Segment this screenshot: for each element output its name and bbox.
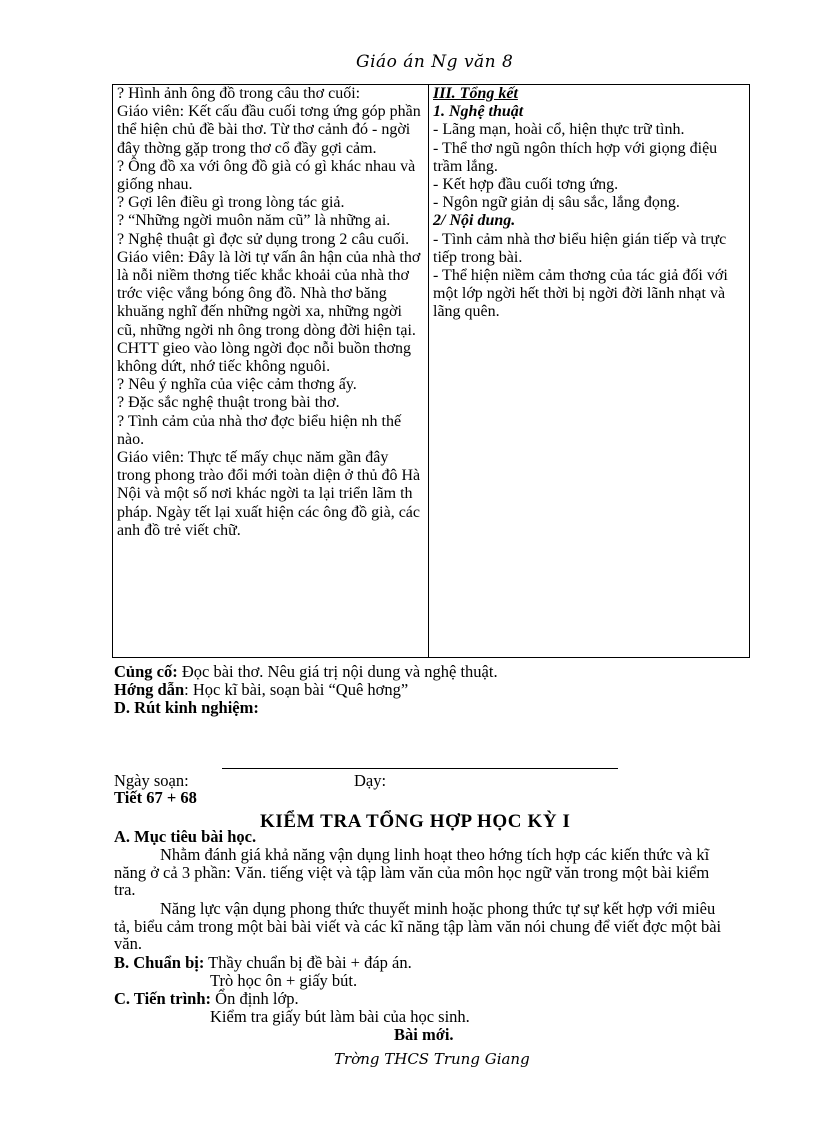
left-paragraph: Giáo viên: Kết cấu đầu cuối tơng ứng góp phần thể hiện chủ đề bài thơ. Từ thơ cảnh đó - ngời đây thờng gặp trong thơ cổ đầy gợi cảm. [117,103,421,157]
content-item: - Thể hiện niềm cảm thơng của tác giả đối với một lớp ngời hết thời bị ngời đời lãnh nhạt và lãng quên. [433,267,728,321]
content-heading: 2/ Nội dung. [433,212,516,230]
art-item: - Lãng mạn, hoài cổ, hiện thực trữ tình. [433,121,685,139]
tiet-label: Tiết 67 + 68 [114,788,197,807]
huong-dan-text: : Học kĩ bài, soạn bài “Quê hơng” [184,680,409,699]
muc-tieu-paragraph-2: Năng lực vận dụng phong thức thuyết minh hoặc phong thức tự sự kết hợp với miêu tả, biểu cảm trong một bài bài viết và các kĩ năng tập làm văn nói chung để viết đợc một bài văn. [114,899,722,953]
left-paragraph: ? Tình cảm của nhà thơ đợc biểu hiện nh thế nào. [117,412,402,448]
chuan-bi-line-2: Trò học ôn + giấy bút. [210,971,358,990]
left-paragraph: ? Nêu ý nghĩa của việc cảm thơng ấy. [117,376,357,394]
left-paragraph: Giáo viên: Thực tế mấy chục năm gần đây trong phong trào đổi mới toàn diện ở thủ đô Hà Nội và một số nơi khác ngời ta lại triển lãm th pháp. Ngày tết lại xuất hiện các ông đồ già, các anh đồ trẻ viết chữ. [117,449,421,539]
left-paragraph: ? Đặc sắc nghệ thuật trong bài thơ. [117,394,340,412]
cung-co-line [114,663,498,681]
tien-trinh-text: Ổn định lớp. [211,989,299,1008]
huong-dan-line [114,681,408,699]
tien-trinh-line [114,990,299,1008]
divider-line [222,768,618,769]
left-paragraph: ? Nghệ thuật gì đợc sử dụng trong 2 câu cuối. [117,230,410,248]
left-paragraph: ? “Những ngời muôn năm cũ” là những ai. [117,212,391,230]
rut-kinh-nghiem: D. Rút kinh nghiệm: [114,698,259,717]
day-label: Dạy: [354,771,387,790]
section-heading: III. Tổng kết [433,85,518,102]
muc-tieu-heading: A. Mục tiêu bài học. [114,827,257,846]
left-paragraph: ? Gợi lên điều gì trong lòng tác giả. [117,194,345,212]
chuan-bi-text: Thầy chuẩn bị đề bài + đáp án. [204,953,412,972]
left-paragraph: ? Hình ảnh ông đồ trong câu thơ cuối: [117,85,361,102]
chuan-bi-label: B. Chuẩn bị: [114,953,205,972]
content-item: - Tình cảm nhà thơ biểu hiện gián tiếp và trực tiếp trong bài. [433,230,727,266]
lesson-table [112,84,750,658]
ngay-soan-label: Ngày soạn: [114,771,189,790]
page-header: Giáo án Ng văn 8 [356,52,514,72]
muc-tieu-paragraph-1: Nhằm đánh giá khả năng vận dụng linh hoạt theo hớng tích hợp các kiến thức và kĩ năng ở cả 3 phần: Văn. tiếng việt và tập làm văn của môn học ngữ văn trong một bài kiểm tra. [114,845,710,899]
chuan-bi-line [114,954,412,972]
art-item: - Kết hợp đầu cuối tơng ứng. [433,176,619,194]
cung-co-label: Củng cố: [114,662,178,681]
teacher-questions-column [113,85,429,658]
tien-trinh-label: C. Tiến trình: [114,989,212,1008]
summary-column [429,85,750,658]
art-item: - Thể thơ ngũ ngôn thích hợp với giọng điệu trầm lắng. [433,139,718,175]
left-paragraph: ? Ông đồ xa với ông đồ già có gì khác nhau và giống nhau. [117,157,416,194]
huong-dan-label: Hớng dẫn [114,680,185,699]
bai-moi-heading: Bài mới. [394,1025,454,1044]
cung-co-text: Đọc bài thơ. Nêu giá trị nội dung và nghệ thuật. [177,662,498,681]
left-paragraph: Giáo viên: Đây là lời tự vấn ân hận của nhà thơ là nỗi niềm thơng tiếc khắc khoải của nhà thơ trớc việc vắng bóng ông đồ. Nhà thơ băng khuăng nghĩ đến những ngời xa, những ngời cũ, những ngời nh ông trong dòng đời hiện tại. CHTT gieo vào lòng ngời đọc nỗi buồn thơng không dứt, nhớ tiếc không nguôi. [117,248,421,376]
exam-title: KIỂM TRA TỔNG HỢP HỌC KỲ I [260,811,571,832]
art-heading: 1. Nghệ thuật [433,103,524,121]
page-footer: Trờng THCS Trung Giang [334,1050,530,1068]
art-item: - Ngôn ngữ giản dị sâu sắc, lắng đọng. [433,194,680,212]
tien-trinh-line-2: Kiểm tra giấy bút làm bài của học sinh. [210,1007,470,1026]
